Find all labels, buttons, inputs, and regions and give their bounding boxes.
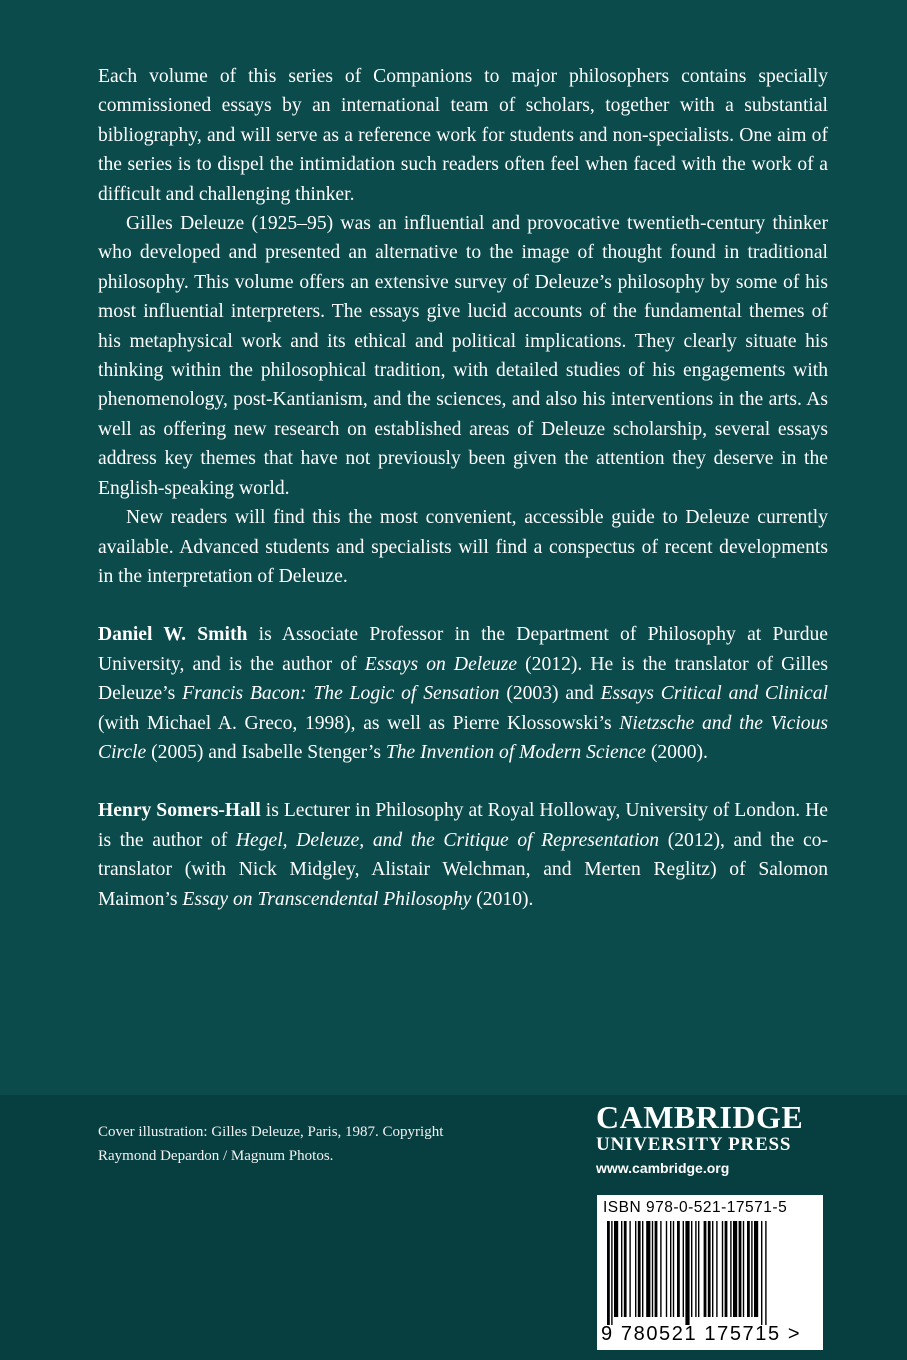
book-title: Essays Critical and Clinical xyxy=(600,683,828,705)
author-name: Henry Somers-Hall xyxy=(98,800,261,822)
barcode-bar xyxy=(621,1221,622,1317)
cover-credit: Cover illustration: Gilles Deleuze, Paris, 1987. Copyright Raymond Depardon / Magnum Photos. xyxy=(98,1124,444,1164)
barcode-bar xyxy=(642,1221,643,1317)
book-title: Hegel, Deleuze, and the Critique of Representation xyxy=(235,829,660,851)
barcode-bar xyxy=(730,1221,731,1317)
barcode-bar xyxy=(652,1221,653,1317)
barcode-bar xyxy=(743,1221,744,1317)
barcode-bar xyxy=(695,1221,696,1317)
author-bio-somers-hall: Henry Somers-Hall is Lecturer in Philosophy at Royal Holloway, University of London. He is the author of Hegel, Deleuze, and the Critique of Representation (2012), and the co-translator (with Nick Midgley, Alistair Welchman, and Merten Reglitz) of Salomon Maimon’s Essay on Transcendental Philosophy (2010). xyxy=(98,800,828,910)
barcode-bar xyxy=(638,1221,641,1317)
back-cover-text xyxy=(98,62,828,914)
author-bio-smith: Daniel W. Smith is Associate Professor in the Department of Philosophy at Purdue University, and is the author of Essays on Deleuze (2012). He is the translator of Gilles Deleuze’s Francis Bacon: The Logic of Sensation (2003) and Essays Critical and Clinical (with Michael A. Greco, 1998), as well as Pierre Klossowski’s Nietzsche and the Vicious Circle (2005) and Isabelle Stenger’s The Invention of Modern Science (2000). xyxy=(98,624,828,763)
publisher-subtitle: UNIVERSITY PRESS xyxy=(596,1134,792,1155)
barcode-bar xyxy=(765,1221,766,1325)
barcode-bar xyxy=(673,1221,674,1317)
barcode-bars xyxy=(603,1221,817,1325)
barcode-bar xyxy=(704,1221,707,1317)
description-paragraph-2: Gilles Deleuze (1925–95) was an influential and provocative twentieth-century thinker who developed and presented an alternative to the image of thought found in traditional philosophy. This volume offers an extensive survey of Deleuze’s philosophy by some of his most influential interpreters. The essays give lucid accounts of the fundamental themes of his metaphysical work and its ethical and political implications. They clearly situate his thinking within the philosophical tradition, with detailed studies of his engagements with phenomenology, post-Kantianism, and the sciences, and also his interventions in the arts. As well as offering new research on established areas of Deleuze scholarship, several essays address key themes that have not previously been given the attention they deserve in the English-speaking world. xyxy=(98,213,828,499)
barcode-bar xyxy=(624,1221,627,1317)
barcode-bar xyxy=(751,1221,752,1317)
isbn-label: ISBN 978-0-521-17571-5 xyxy=(603,1199,788,1216)
barcode-bar xyxy=(722,1221,723,1317)
barcode-bar xyxy=(708,1221,711,1317)
barcode-bar xyxy=(635,1221,636,1317)
book-title: The Invention of Modern Science xyxy=(385,741,646,763)
book-title: Essay on Transcendental Philosophy xyxy=(182,888,472,910)
barcode-bar xyxy=(716,1221,717,1317)
barcode-bar xyxy=(712,1221,713,1317)
book-title: Essays on Deleuze xyxy=(364,653,518,675)
barcode-bar xyxy=(754,1221,758,1317)
description-paragraph-1: Each volume of this series of Companions to major philosophers contains specially commissioned essays by an international team of scholars, together with a substantial bibliography, and will serve as a reference work for students and non-specialists. One aim of the series is to dispel the intimidation such readers often feel when faced with the work of a difficult and challenging thinker. xyxy=(98,66,828,205)
barcode-bar xyxy=(666,1221,667,1317)
barcode-bar xyxy=(747,1221,750,1317)
publisher-name: CAMBRIDGE xyxy=(596,1099,804,1135)
book-title: Francis Bacon: The Logic of Sensation xyxy=(182,683,500,705)
barcode-bar xyxy=(698,1221,699,1317)
barcode-bar xyxy=(725,1221,728,1317)
author-name: Daniel W. Smith xyxy=(98,624,248,646)
barcode-bar xyxy=(739,1221,742,1317)
barcode-bar xyxy=(683,1221,684,1317)
publisher-logo xyxy=(596,1100,836,1178)
barcode-bar xyxy=(685,1221,689,1325)
barcode-bar xyxy=(733,1221,737,1317)
description-paragraph-3: New readers will find this the most convenient, accessible guide to Deleuze currently available. Advanced students and specialists will find a conspectus of recent developments in the interpretation of Deleuze. xyxy=(98,507,828,587)
barcode-bar xyxy=(655,1221,658,1317)
barcode-bar xyxy=(611,1221,612,1325)
book-title: Nietzsche and the Vicious Circle xyxy=(98,712,828,763)
barcode-digits: 9 780521 175715 > xyxy=(601,1323,802,1345)
isbn-barcode xyxy=(597,1195,823,1350)
barcode-bar xyxy=(761,1221,762,1325)
barcode-bar xyxy=(607,1221,610,1325)
barcode-bar xyxy=(660,1221,661,1317)
barcode-bar xyxy=(691,1221,692,1317)
barcode-bar xyxy=(677,1221,680,1317)
barcode-bar xyxy=(629,1221,630,1317)
barcode-bar xyxy=(670,1221,671,1317)
barcode-bar xyxy=(614,1221,618,1317)
publisher-url: www.cambridge.org xyxy=(596,1160,730,1176)
barcode-bar xyxy=(646,1221,650,1317)
